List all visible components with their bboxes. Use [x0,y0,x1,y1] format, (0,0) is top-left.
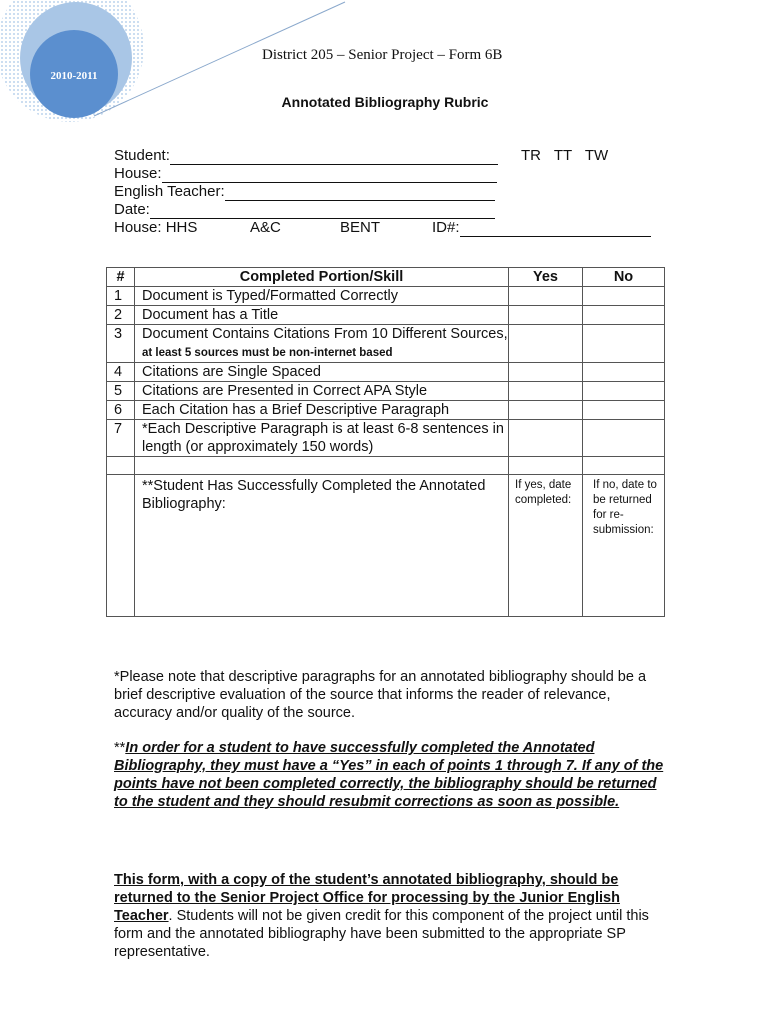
completion-row [107,475,665,617]
table-row [107,401,665,420]
no-cell[interactable] [583,287,665,306]
yes-cell[interactable] [509,420,583,457]
house-options-row [114,219,651,237]
track-options: TR TT TW [521,147,609,164]
house-option-bent: BENT [340,219,381,236]
note-completion-text: In order for a student to have successfully completed the Annotated Bibliography, they must have a “Yes” in each of points 1 through 7. If any of the points have not been completed correctly, the bibliography should be returned to the student and they should resubmit corrections as soon as possible. [114,740,664,810]
year-badge-graphic [0,0,360,140]
table-row [107,287,665,306]
student-label: Student: [114,147,170,164]
note-submission-bold: This form, with a copy of the student’s annotated bibliography, should be returned to the Senior Project Office for processing by the Junior English Teacher [114,872,620,924]
district-line: District 205 – Senior Project – Form 6B [262,47,503,63]
english-teacher-label: English Teacher: [114,183,225,200]
yes-cell[interactable] [509,325,583,363]
english-teacher-field[interactable] [114,183,651,201]
note-submission-rest: . Students will not be given credit for this component of the project until this form and the annotated bibliography have been submitted to the appropriate SP representative. [114,908,649,960]
no-cell[interactable] [583,363,665,382]
row-number: 6 [107,401,135,420]
row-number: 7 [107,420,135,457]
year-badge-text: 2010-2011 [50,70,98,82]
header-skill: Completed Portion/Skill [135,268,509,287]
house-label: House: [114,165,162,182]
no-date-note: If no, date to be returned for re-submission: [593,479,657,536]
row-number: 1 [107,287,135,306]
house-field[interactable] [114,165,651,183]
date-label: Date: [114,201,150,218]
table-row [107,363,665,382]
row-skill: Each Citation has a Brief Descriptive Paragraph [135,401,509,420]
table-header-row [107,268,665,287]
rubric-table [106,267,665,617]
id-field[interactable] [460,222,651,237]
no-cell[interactable] [583,325,665,363]
table-row [107,420,665,457]
yes-date-note: If yes, date completed: [515,479,572,506]
no-cell[interactable] [583,382,665,401]
note-descriptive-paragraphs: *Please note that descriptive paragraphs for an annotated bibliography should be a brief descriptive evaluation of the source that informs the reader of relevance, accuracy and/or quality of the source. [114,669,647,721]
row-skill: Document has a Title [135,306,509,325]
no-cell[interactable] [583,306,665,325]
row-number: 4 [107,363,135,382]
note-submission [114,871,664,961]
no-date-cell[interactable] [583,475,665,617]
table-row [107,306,665,325]
header-number: # [107,268,135,287]
row-skill-note: at least 5 sources must be non-internet based [142,347,393,359]
row-skill: Citations are Presented in Correct APA Style [135,382,509,401]
page-title: Annotated Bibliography Rubric [281,94,489,110]
no-cell[interactable] [583,420,665,457]
row-number: 2 [107,306,135,325]
empty-row [107,457,665,475]
no-cell[interactable] [583,401,665,420]
yes-cell[interactable] [509,382,583,401]
house-option-ac: A&C [250,219,281,236]
table-row [107,325,665,363]
note-prefix: ** [114,740,126,756]
yes-cell[interactable] [509,363,583,382]
row-skill: Document is Typed/Formatted Correctly [135,287,509,306]
row-number: 3 [107,325,135,363]
note-completion-requirements [114,739,664,811]
completion-label: **Student Has Successfully Completed the Annotated Bibliography: [135,475,509,617]
header-no: No [583,268,665,287]
table-row [107,382,665,401]
row-skill: Citations are Single Spaced [135,363,509,382]
row-number: 5 [107,382,135,401]
date-field[interactable] [114,201,651,219]
yes-cell[interactable] [509,287,583,306]
row-skill-text: Document Contains Citations From 10 Different Sources, [142,326,508,342]
house-option-hhs: House: HHS [114,219,198,236]
yes-cell[interactable] [509,401,583,420]
row-skill: *Each Descriptive Paragraph is at least 6-8 sentences in length (or approximately 150 words) [135,420,509,457]
row-skill [135,325,509,363]
header-yes: Yes [509,268,583,287]
yes-cell[interactable] [509,306,583,325]
yes-date-cell[interactable] [509,475,583,617]
id-label: ID#: [432,219,460,236]
